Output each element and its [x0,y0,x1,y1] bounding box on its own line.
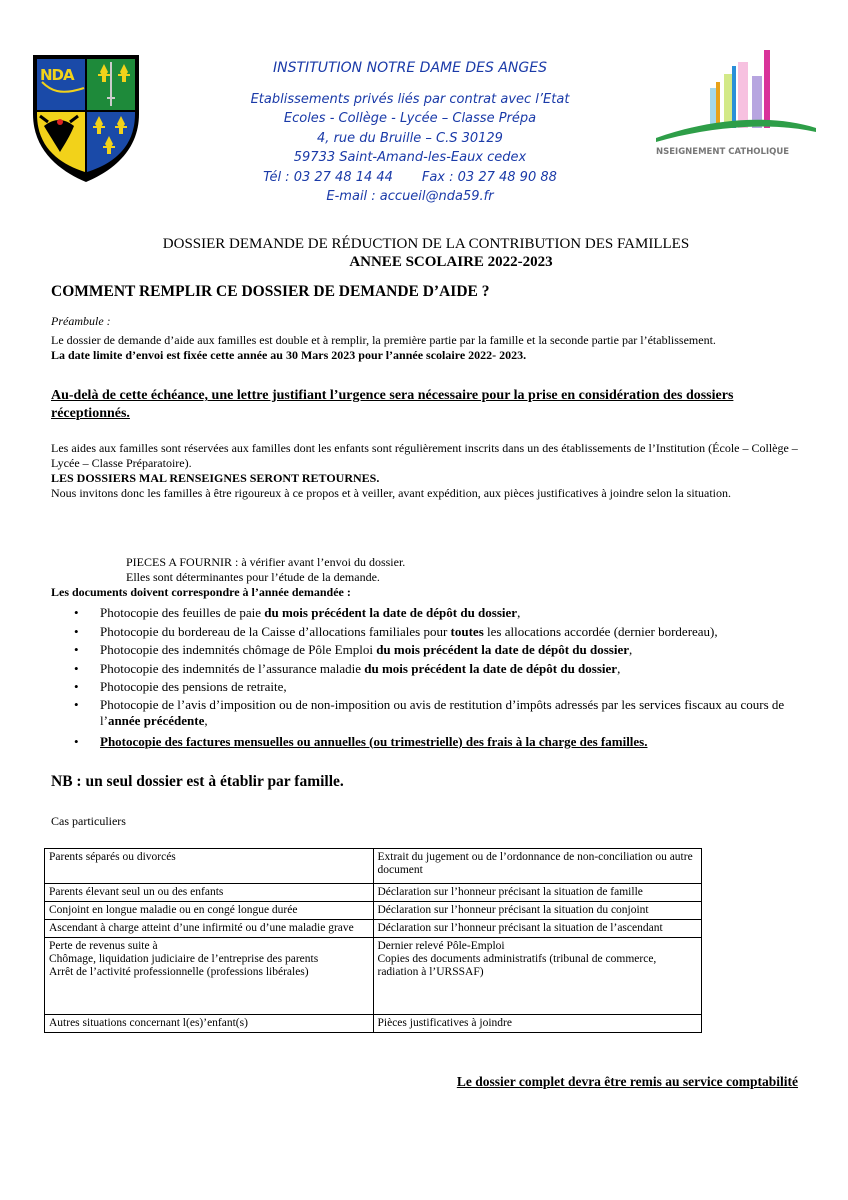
list-item: • Photocopie des indemnités de l’assurance maladie du mois précédent la date de dépôt du dossier, [74,660,621,676]
table-cell: Ascendant à charge atteint d’une infirmité ou d’une maladie grave [45,920,374,938]
header-line: Etablissements privés liés par contrat avec l’Etat [250,91,570,107]
list-item: • Photocopie des feuilles de paie du mois précédent la date de dépôt du dossier, [74,605,521,620]
enseignement-catholique-logo [652,46,820,158]
email-line: E-mail : accueil@nda59.fr [326,189,494,204]
table-cell: Autres situations concernant l(es)’enfant(s) [45,1015,374,1033]
crest-monogram: NDA [40,66,74,84]
list-item: • Photocopie des indemnités chômage de Pôle Emploi du mois précédent la date de dépôt du dossier, [74,642,633,657]
pieces-intro [126,555,405,585]
cas-particuliers-label: Cas particuliers [51,814,126,828]
footer-notice: Le dossier complet devra être remis au service comptabilité [456,1074,798,1089]
table-cell: Déclaration sur l’honneur précisant la situation de l’ascendant [373,920,702,938]
header-line: 59733 Saint-Amand-les-Eaux cedex [293,150,527,165]
table-cell: Extrait du jugement ou de l’ordonnance de non-conciliation ou autre document [373,849,702,884]
school-year: ANNEE SCOLAIRE 2022-2023 [349,254,553,270]
pieces-line-1: PIECES A FOURNIR : à vérifier avant l’envoi du dossier. [126,555,406,569]
documents-list [48,604,798,751]
preamble-label: Préambule : [51,314,111,328]
deadline-warning: Au-delà de cette échéance, une lettre justifiant l’urgence sera nécessaire pour la prise en considération des dossiers réceptionnés. [51,388,734,421]
table-cell: Déclaration sur l’honneur précisant la situation de famille [373,884,702,902]
nb-note: NB : un seul dossier est à établir par famille. [51,773,344,790]
institution-name: INSTITUTION NOTRE DAME DES ANGES [273,60,547,76]
preamble-text [51,333,811,363]
preamble-paragraph: Le dossier de demande d’aide aux familles est double et à remplir, la première partie par la famille et la seconde partie par l’établissement. [51,333,716,347]
title-line-1: DOSSIER DEMANDE DE RÉDUCTION DE LA CONTRIBUTION DES FAMILLES [162,236,690,252]
school-header [180,59,640,207]
table-row [45,849,702,884]
table-row [45,884,702,902]
table-row [45,938,702,1015]
document-title [0,235,848,271]
table-cell: Perte de revenus suite à Chômage, liquidation judiciaire de l’entreprise des parents Arrêt de l’activité professionnelle (professions libérales) [45,938,374,1015]
special-cases-table [44,848,702,1033]
pieces-line-2: Elles sont déterminantes pour l’étude de la demande. [126,570,380,584]
list-item: • Photocopie des pensions de retraite, [74,679,287,694]
eligibility-text [51,441,811,501]
table-cell: Pièces justificatives à joindre [373,1015,702,1033]
header-line: 4, rue du Bruille – C.S 30129 [317,130,503,146]
logo-text: NSEIGNEMENT CATHOLIQUE [656,147,790,157]
crest-logo [30,52,142,184]
rigor-paragraph: Nous invitons donc les familles à être rigoureux à ce propos et à veiller, avant expédition, aux pièces justificatives à joindre selon la situation. [51,486,731,500]
deadline-text: La date limite d’envoi est fixée cette année au 30 Mars 2023 pour l’année scolaire 2022- 2023. [51,348,527,362]
table-row [45,920,702,938]
eligibility-paragraph: Les aides aux familles sont réservées aux familles dont les enfants sont régulièrement inscrits dans un des établissements de l’Institution (École – Collège – Lycée – Classe Préparatoire). [51,441,798,470]
list-item: • Photocopie des factures mensuelles ou annuelles (ou trimestrielle) des frais à la charge des familles. [74,733,648,749]
list-item: • Photocopie du bordereau de la Caisse d’allocations familiales pour toutes les allocations accordée (dernier bordereau), [74,623,718,639]
header-line: Ecoles - Collège - Lycée – Classe Prépa [283,111,537,126]
list-item: • Photocopie de l’avis d’imposition ou de non-imposition ou avis de restitution d’impôts adressés par les services fiscaux au cours de l’année précédente, [74,696,785,728]
table-row [45,902,702,920]
table-cell: Conjoint en longue maladie ou en congé longue durée [45,902,374,920]
table-cell: Parents élevant seul un ou des enfants [45,884,374,902]
header-line: Tél : 03 27 48 14 44 Fax : 03 27 48 90 88 [263,169,557,185]
table-cell: Parents séparés ou divorcés [45,849,374,884]
table-cell: Dernier relevé Pôle-Emploi Copies des documents administratifs (tribunal de commerce, radiation à l’URSSAF) [373,938,702,1015]
table-row [45,1015,702,1033]
how-to-heading: COMMENT REMPLIR CE DOSSIER DE DEMANDE D’AIDE ? [51,283,490,300]
documents-heading: Les documents doivent correspondre à l’année demandée : [51,585,351,599]
table-cell: Déclaration sur l’honneur précisant la situation du conjoint [373,902,702,920]
returned-notice: LES DOSSIERS MAL RENSEIGNES SERONT RETOURNES. [51,471,380,485]
